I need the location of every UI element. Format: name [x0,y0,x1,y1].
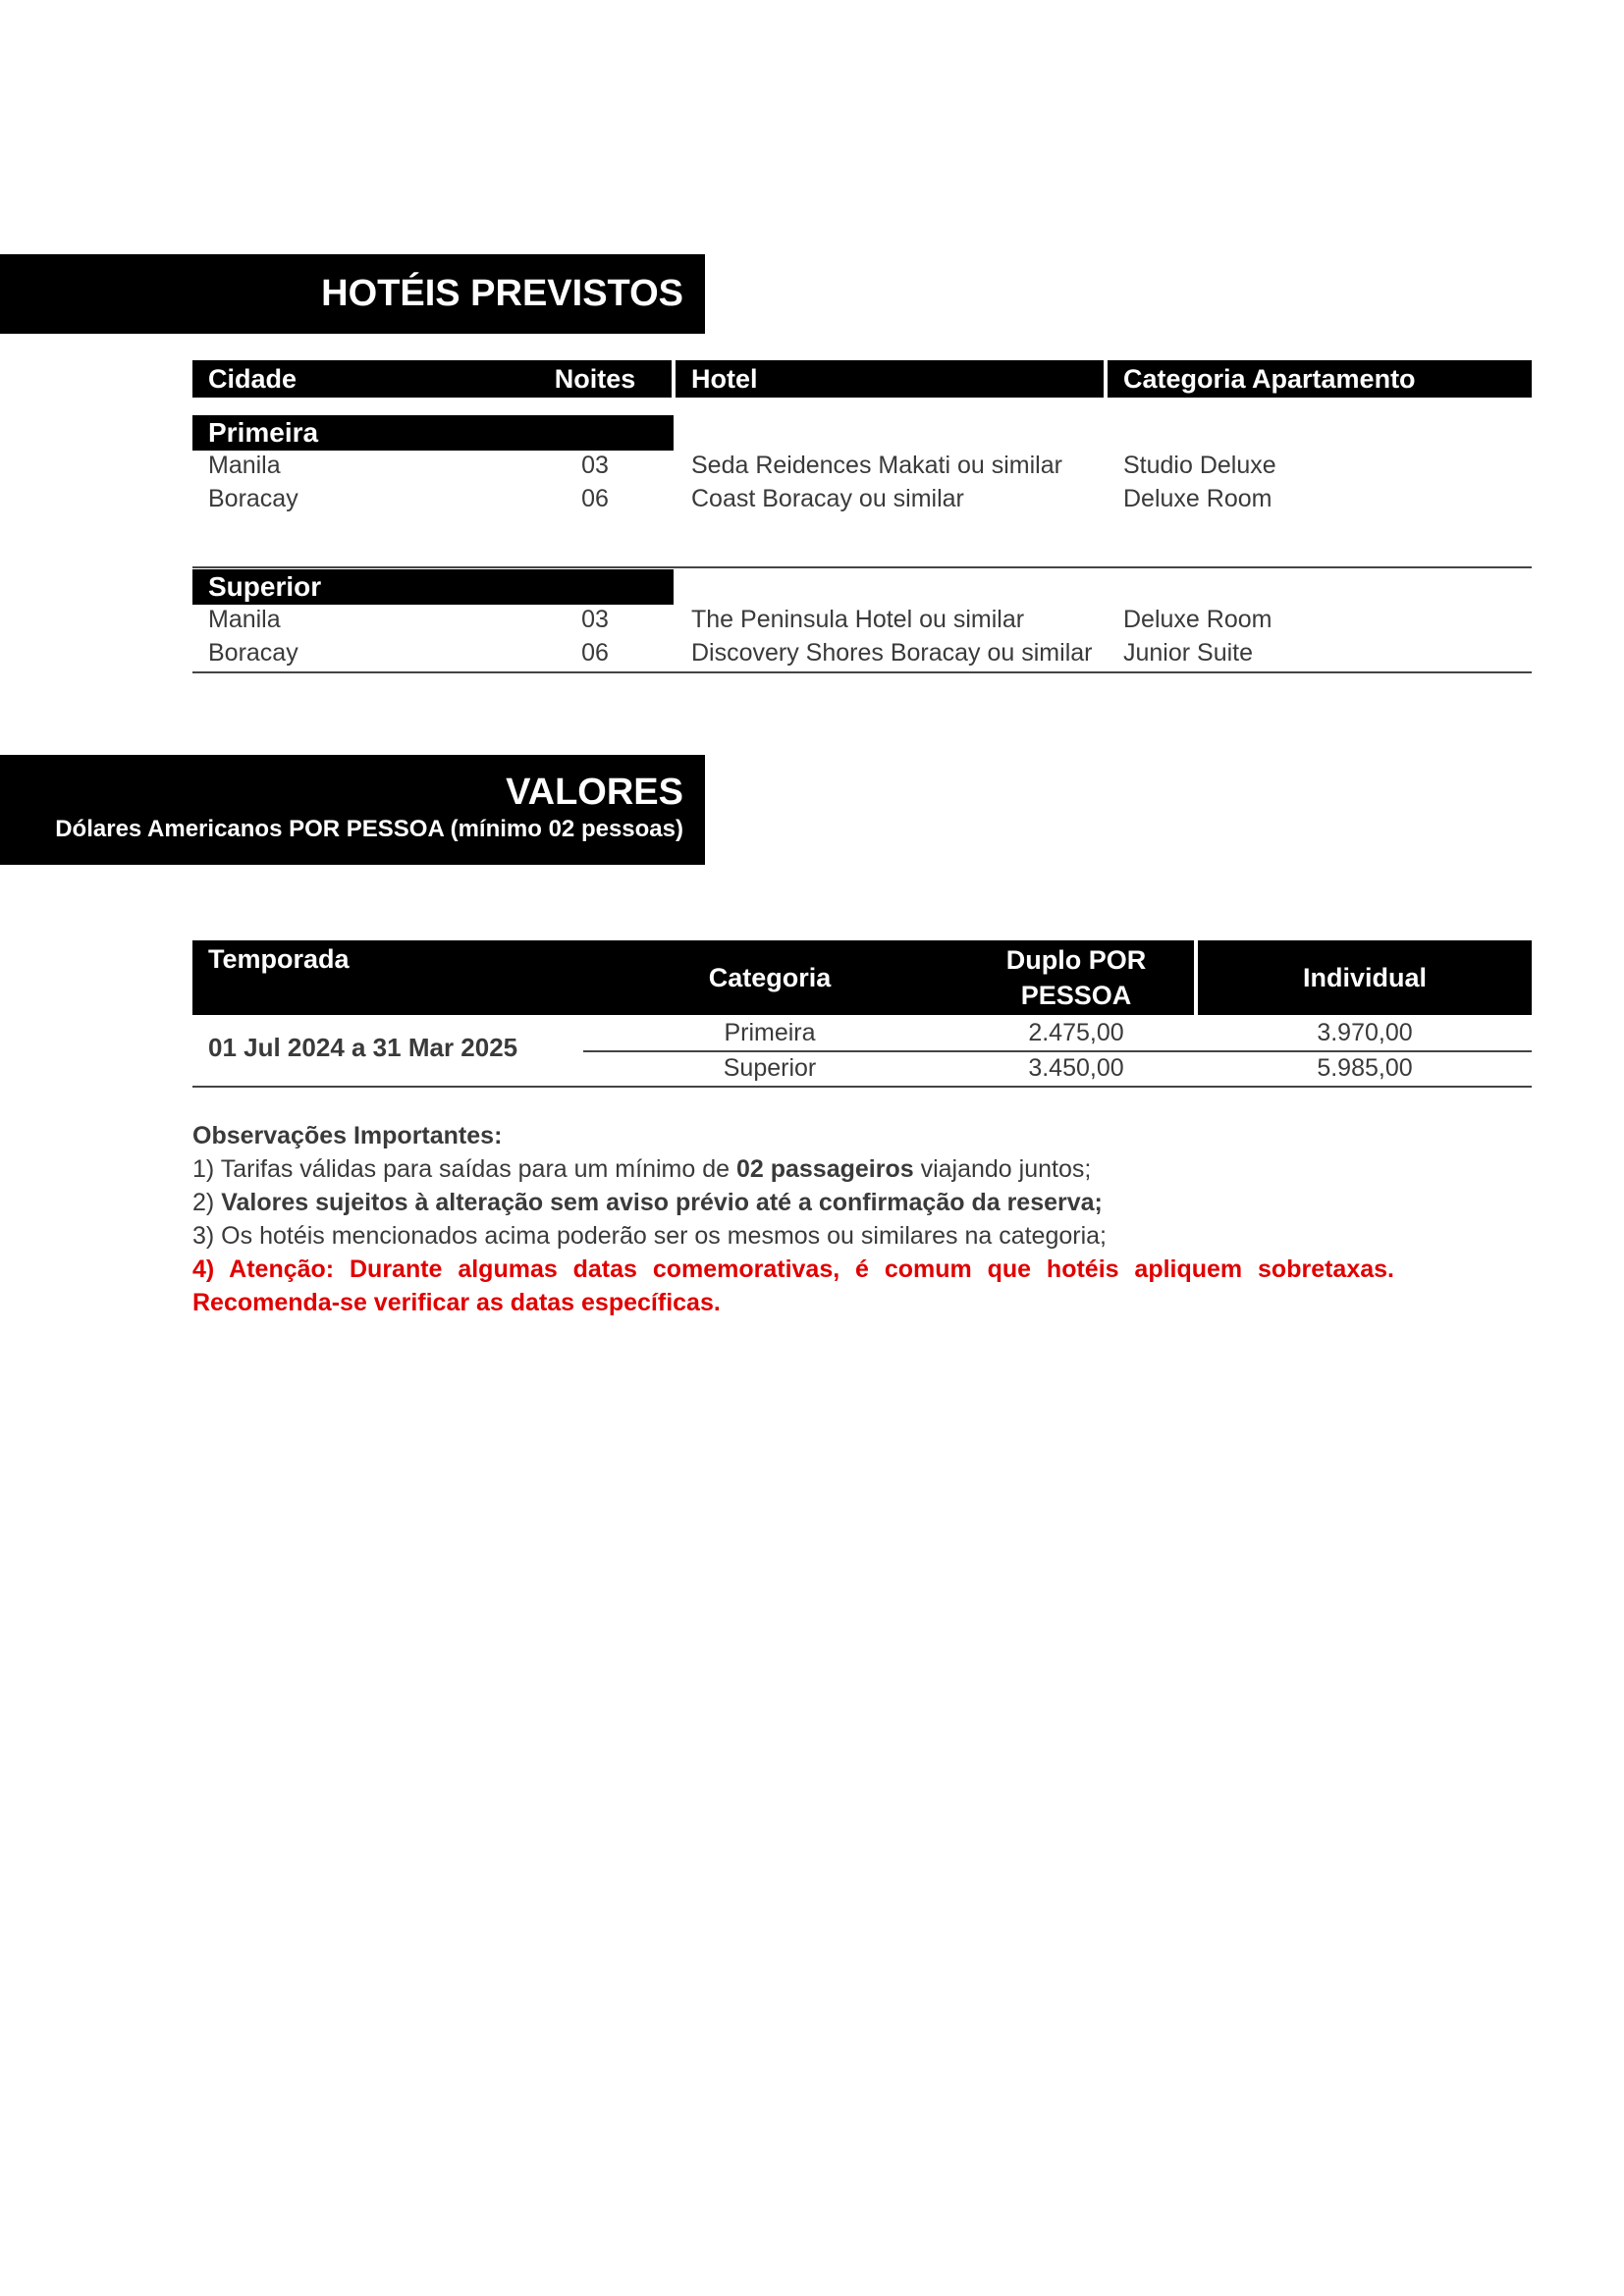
note-3: 3) Os hotéis mencionados acima poderão ser os mesmos ou similares na categoria; [192,1222,1107,1250]
values-section-title: VALORES [506,772,683,813]
row-nights: 06 [581,639,609,667]
row-category: Junior Suite [1123,639,1254,667]
note-1 [192,1152,1394,1186]
row-category: Primeira [724,1019,816,1046]
header-category: Categoria [581,940,958,1015]
header-double [958,940,1194,1015]
row-single: 3.970,00 [1317,1019,1413,1046]
group-label: Primeira [192,415,674,451]
row-category: Superior [723,1054,817,1082]
hotels-table-header [192,360,1532,398]
row-double: 2.475,00 [1028,1019,1124,1046]
row-double: 3.450,00 [1028,1054,1124,1082]
table-row [192,603,1532,636]
header-single: Individual [1198,940,1532,1015]
note-1-tail: viajando juntos; [913,1155,1092,1183]
row-single: 5.985,00 [1317,1054,1413,1082]
table-row [192,482,1532,515]
header-category: Categoria Apartamento [1108,360,1532,398]
note-2-number: 2) [192,1189,222,1216]
table-bottom-rule [192,1086,1532,1088]
important-notes [192,1119,1394,1319]
header-hotel: Hotel [676,360,1104,398]
values-section-subtitle: Dólares Americanos POR PESSOA (mínimo 02 pessoas) [55,816,683,842]
header-city: Cidade [192,360,518,398]
row-city: Boracay [208,639,298,667]
row-city: Boracay [208,485,298,512]
row-category: Deluxe Room [1123,485,1272,512]
note-4-warning: 4) Atenção: Durante algumas datas comemorativas, é comum que hotéis apliquem sobretaxas. Recomenda-se verificar as datas específicas. [192,1255,1394,1316]
header-season: Temporada [192,940,581,1015]
season-value: 01 Jul 2024 a 31 Mar 2025 [208,1033,518,1062]
table-row [192,636,1532,669]
row-nights: 06 [581,485,609,512]
row-nights: 03 [581,606,609,633]
hotels-section-title: HOTÉIS PREVISTOS [321,273,683,314]
table-bottom-rule [192,671,1532,673]
note-1-bold: 02 passageiros [735,1155,914,1183]
header-nights: Noites [518,360,672,398]
row-city: Manila [208,606,281,633]
row-hotel: Discovery Shores Boracay ou similar [691,639,1093,667]
row-hotel: The Peninsula Hotel ou similar [691,606,1025,633]
group-label: Superior [192,569,674,605]
note-2-bold: Valores sujeitos à alteração sem aviso prévio até a confirmação da reserva; [221,1189,1103,1216]
row-nights: 03 [581,452,609,479]
header-double-line2: PESSOA [1020,981,1132,1010]
hotels-section-banner [0,254,705,334]
group-divider [192,566,1532,568]
values-section-banner [0,755,705,865]
note-2 [192,1186,1394,1219]
notes-title: Observações Importantes: [192,1122,503,1149]
row-city: Manila [208,452,281,479]
row-hotel: Seda Reidences Makati ou similar [691,452,1062,479]
row-category: Studio Deluxe [1123,452,1276,479]
row-hotel: Coast Boracay ou similar [691,485,964,512]
header-double-line1: Duplo POR [1005,945,1147,975]
note-1-text: 1) Tarifas válidas para saídas para um mínimo de [192,1155,736,1183]
hotels-table [192,360,1532,667]
table-row [192,449,1532,482]
row-category: Deluxe Room [1123,606,1272,633]
